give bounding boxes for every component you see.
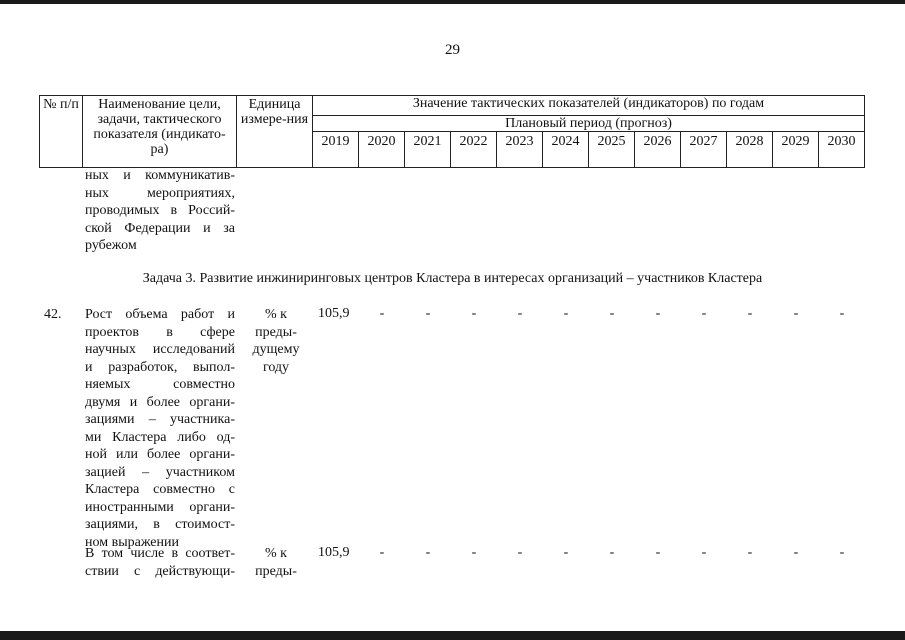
text-line: рубежом [85,238,137,253]
value-2019: 105,9 [318,545,350,560]
header-table [39,95,865,168]
text-line: проводимых в Россий- [85,203,235,218]
indicator-name [85,545,235,580]
text-line: Рост объема работ и [85,307,235,322]
value-dash: - [517,306,523,321]
header-period: Плановый период (прогноз) [313,116,865,132]
text-line: няемых совместно [85,377,235,392]
text-line: зациями, в стоимост- [85,517,235,532]
header-year: 2021 [405,132,451,168]
value-dash: - [839,545,845,560]
text-line: преды- [255,324,297,340]
text-line: преды- [255,563,297,579]
page-number: 29 [445,42,460,58]
header-year: 2024 [543,132,589,168]
text-line: зацией – участником [85,464,235,480]
header-year: 2025 [589,132,635,168]
value-dash: - [701,545,707,560]
text-line: ной или более органи- [85,447,235,462]
value-dash: - [471,306,477,321]
indicator-name [85,306,235,551]
page-top-edge [0,0,905,4]
text-line: иностранными органи- [85,499,235,515]
value-dash: - [609,545,615,560]
text-line: ствии с действующи- [85,563,235,579]
text-line: и разработок, выпол- [85,359,235,375]
value-dash: - [471,545,477,560]
value-dash: - [701,306,707,321]
header-number: № п/п [40,96,83,168]
value-dash: - [563,545,569,560]
header-year: 2027 [681,132,727,168]
value-dash: - [517,545,523,560]
text-line: ном выражении [85,534,179,550]
header-year: 2019 [313,132,359,168]
header-year: 2023 [497,132,543,168]
text-line: зациями – участника- [85,412,235,427]
value-dash: - [793,545,799,560]
header-year: 2020 [359,132,405,168]
continued-indicator-text [85,167,235,255]
text-line: научных исследований [85,342,235,357]
value-dash: - [425,306,431,321]
text-line: дущему [252,342,300,357]
value-dash: - [425,545,431,560]
text-line: ных мероприятиях, [85,185,235,201]
value-dash: - [747,306,753,321]
value-dash: - [655,545,661,560]
row-number: 42. [44,307,62,322]
header-year: 2029 [773,132,819,168]
header-year: 2022 [451,132,497,168]
text-line: Кластера совместно с [85,482,235,497]
value-2019: 105,9 [318,306,350,321]
text-line: ми Кластера либо од- [85,429,235,445]
page-bottom-edge [0,631,905,640]
header-values: Значение тактических показателей (индикаторов) по годам [313,96,865,116]
value-dash: - [747,545,753,560]
value-dash: - [563,306,569,321]
header-year: 2030 [819,132,865,168]
task-heading: Задача 3. Развитие инжиниринговых центров Кластера в интересах организаций – участников Кластера [142,271,763,286]
value-dash: - [839,306,845,321]
text-line: проектов в сфере [85,324,235,340]
value-dash: - [609,306,615,321]
value-dash: - [379,545,385,560]
text-line: % к [265,307,287,322]
text-line: % к [265,546,287,561]
value-dash: - [655,306,661,321]
value-dash: - [379,306,385,321]
header-unit: Единица измере-ния [237,96,313,168]
text-line: В том числе в соответ- [85,546,235,561]
unit-of-measure [250,306,302,376]
text-line: ской Федерации и за [85,220,235,236]
header-year: 2026 [635,132,681,168]
text-line: двумя и более органи- [85,394,235,410]
value-dash: - [793,306,799,321]
unit-of-measure [250,545,302,580]
header-name: Наименование цели, задачи, тактического показателя (индикато-ра) [83,96,237,168]
text-line: году [262,359,290,375]
text-line: ных и коммуникатив- [85,168,235,183]
header-year: 2028 [727,132,773,168]
